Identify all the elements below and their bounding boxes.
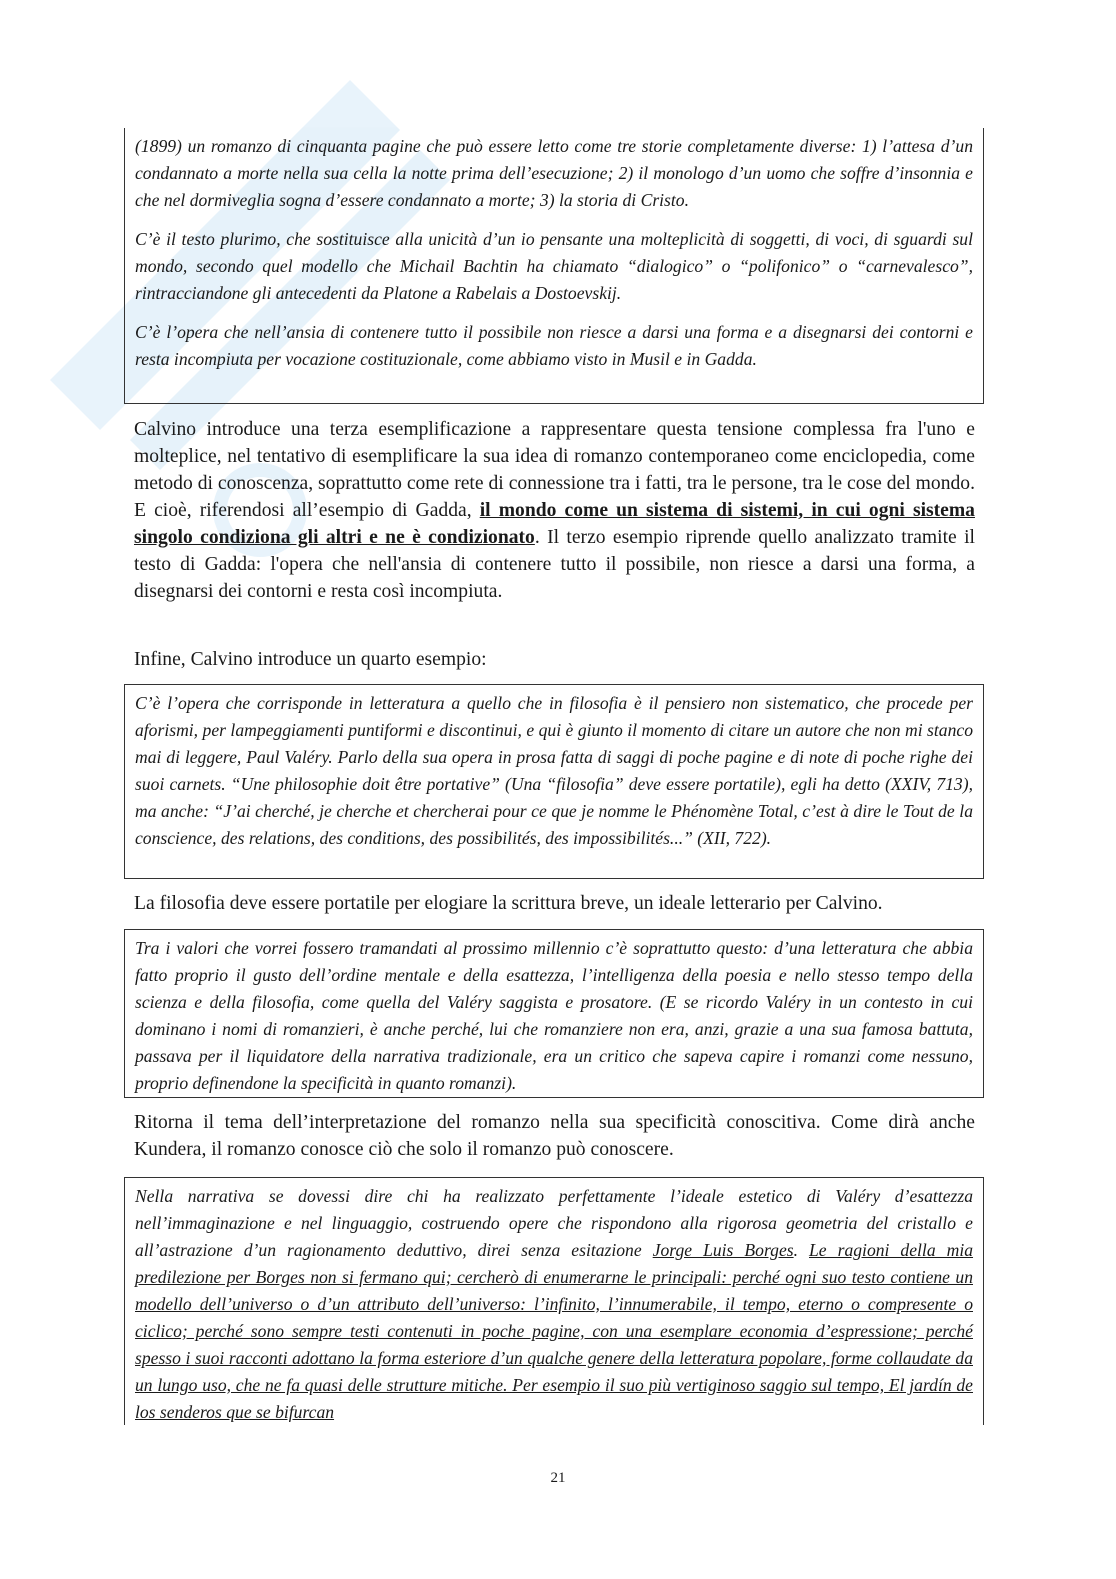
quote-1-paragraph-1: (1899) un romanzo di cinquanta pagine che può essere letto come tre storie completamente diverse: 1) l’attesa d’un condannato a morte nella sua cella la notte prima dell’esecuzione; 2) il monologo d’un uomo che soffre d’insonnia e che nel dormiveglia sogna d’essere condannato a morte; 3) la storia di Cristo.: [135, 136, 973, 210]
quote-1-paragraph-2: C’è il testo plurimo, che sostituisce alla unicità d’un io pensante una molteplicità di soggetti, di voci, di sguardi sul mondo, secondo quel modello che Michail Bachtin ha chiamato “dialogico” o “polifonico” o “carnevalesco”, rintracciandone gli antecedenti da Platone a Rabelais a Dostoevskij.: [135, 229, 973, 303]
quote-1-paragraph-3: C’è l’opera che nell’ansia di contenere tutto il possibile non riesce a darsi una forma e a disegnarsi dei contorni e resta incompiuta per vocazione costituzionale, come abbiamo visto in Musil e in Gadda.: [135, 322, 973, 369]
body-paragraph-1-continuation: . Il terzo esempio riprende quello analizzato tramite il testo di Gadda: l'opera che nell'ansia di contenere tutto il possibile, non riesce a darsi una forma, a disegnarsi dei contorni e resta così incompiuta.: [134, 527, 975, 602]
borges-name: Jorge Luis Borges: [652, 1240, 794, 1260]
quote-box-1: [124, 128, 984, 404]
quote-4-separator: .: [793, 1240, 810, 1260]
quote-box-4: [124, 1177, 984, 1425]
quote-3-text: Tra i valori che vorrei fossero tramandati al prossimo millennio c’è soprattutto questo: d’una letteratura che abbia fatto proprio il gusto dell’ordine mentale e della esattezza, l’intelligenza della poesia e nello stesso tempo della scienza e della filosofia, come quella del Valéry saggista e prosatore. (E se ricordo Valéry in un contesto in cui dominano i nomi di romanzieri, è anche perché, lui che romanziere non era, anzi, grazie a una sua famosa battuta, passava per il liquidatore della narrativa tradizionale, era un critico che sapeva capire i romanzi come nessuno, proprio definendone la specificità in quanto romanzi).: [135, 938, 973, 1093]
body-paragraph-2: Infine, Calvino introduce un quarto esempio:: [134, 649, 487, 670]
emphasized-statement: il mondo come un sistema di sistemi, in cui ogni sistema singolo condiziona gli altri e ne è condizionato: [134, 500, 975, 548]
quote-4-text: [135, 1183, 973, 1426]
body-paragraph-1: [134, 416, 975, 605]
quote-2-text: C’è l’opera che corrisponde in letteratura a quello che in filosofia è il pensiero non sistematico, che procede per aforismi, per lampeggiamenti puntiformi e discontinui, e qui è giunto il momento di citare un autore che non mi stanco mai di leggere, Paul Valéry. Parlo della sua opera in prosa fatta di saggi di poche pagine e di note di poche righe dei suoi carnets. “Une philosophie doit être portative” (Una “filosofia” deve essere portatile), egli ha detto (XXIV, 713), ma anche: “J’ai cherché, je cherche et chercherai pour ce que je nomme le Phénomène Total, c’est à dire le Tout de la conscience, des relations, des conditions, des possibilités, des impossibilités...” (XII, 722).: [135, 693, 973, 848]
body-paragraph-4: Ritorna il tema dell’interpretazione del romanzo nella sua specificità conoscitiva. Come dirà anche Kundera, il romanzo conosce ciò che solo il romanzo può conoscere.: [134, 1112, 975, 1160]
page-number: 21: [550, 1470, 566, 1486]
quote-4-underlined-passage: Le ragioni della mia predilezione per Borges non si fermano qui; cercherò di enumerarne le principali: perché ogni suo testo contiene un modello dell’universo o d’un attributo dell’universo: l’infinito, l’innumerabile, il tempo, eterno o compresente o ciclico; perché sono sempre testi contenuti in poche pagine, con una esemplare economia d’espressione; perché spesso i suoi racconti adottano la forma esteriore d’un qualche genere della letteratura popolare, forme collaudate da un lungo uso, che ne fa quasi delle strutture mitiche. Per esempio il suo più vertiginoso saggio sul tempo, El jardín de los senderos que se bifurcan: [135, 1240, 974, 1422]
body-paragraph-3: La filosofia deve essere portatile per elogiare la scrittura breve, un ideale letterario per Calvino.: [134, 893, 883, 914]
quote-box-2: [124, 684, 984, 879]
body-paragraph-1-text: Calvino introduce una terza esemplificazione a rappresentare questa tensione complessa fra l'uno e molteplice, nel tentativo di esemplificare la sua idea di romanzo contemporaneo come enciclopedia, come metodo di conoscenza, soprattutto come rete di connessione tra i fatti, tra le persone, tra le cose del mondo. E cioè, riferendosi all’esempio di Gadda,: [134, 419, 975, 521]
quote-4-intro: Nella narrativa se dovessi dire chi ha realizzato perfettamente l’ideale estetico di Valéry d’esattezza nell’immaginazione e nel linguaggio, costruendo opere che rispondono alla rigorosa geometria del cristallo e all’astrazione d’un ragionamento deduttivo, direi senza esitazione: [135, 1186, 973, 1260]
quote-box-3: [124, 929, 984, 1098]
